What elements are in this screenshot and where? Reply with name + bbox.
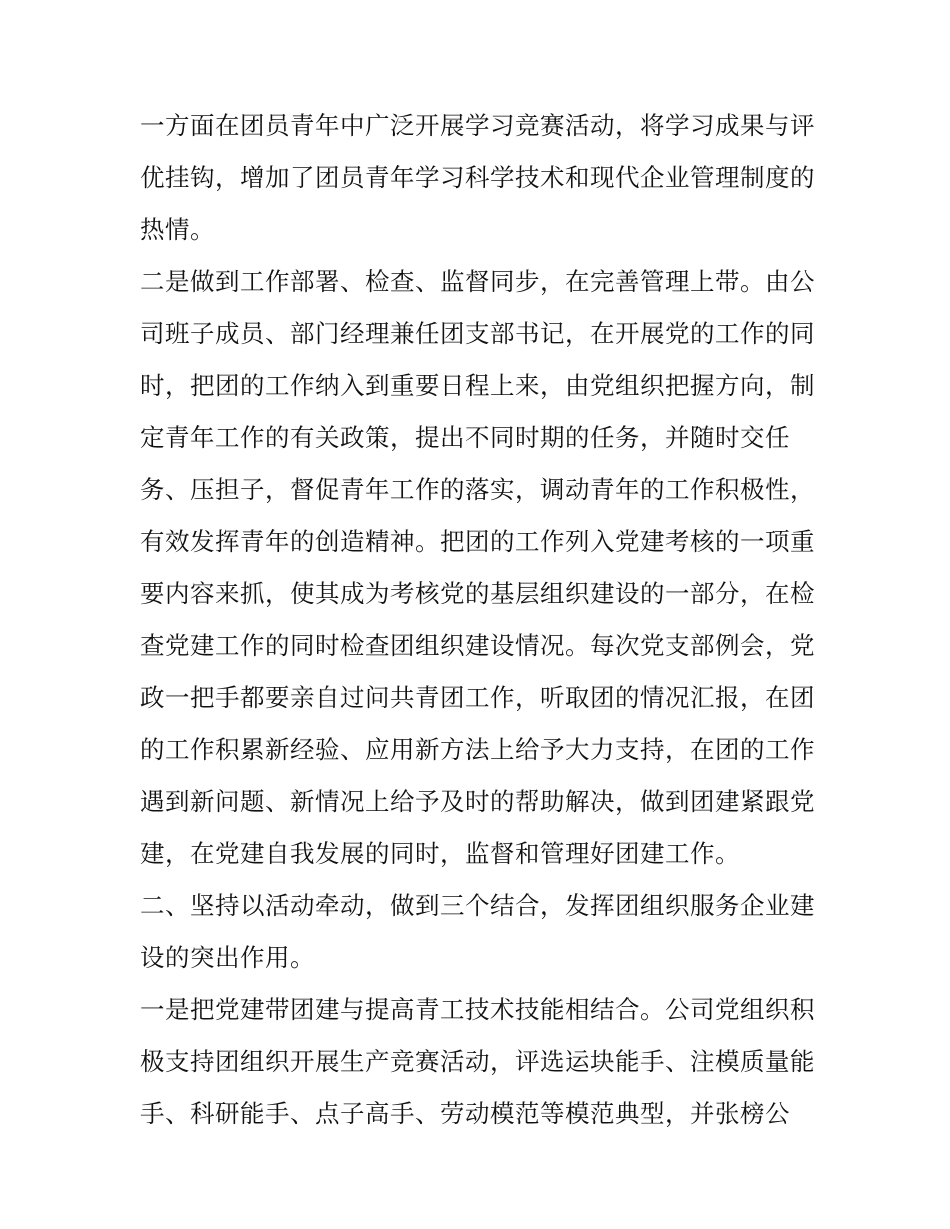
text-line: 司班子成员、部门经理兼任团支部书记，在开展党的工作的同	[140, 319, 815, 348]
text-line: 二是做到工作部署、检查、监督同步，在完善管理上带。由公	[140, 267, 815, 296]
text-line: 有效发挥青年的创造精神。把团的工作列入党建考核的一项重	[140, 527, 815, 556]
text-line: 热情。	[140, 215, 215, 244]
text-line: 时，把团的工作纳入到重要日程上来，由党组织把握方向，制	[140, 371, 815, 400]
text-line: 一方面在团员青年中广泛开展学习竞赛活动，将学习成果与评	[140, 111, 815, 140]
text-line: 定青年工作的有关政策，提出不同时期的任务，并随时交任	[140, 423, 790, 452]
text-line: 手、科研能手、点子高手、劳动模范等模范典型，并张榜公	[140, 1099, 790, 1128]
text-line: 要内容来抓，使其成为考核党的基层组织建设的一部分，在检	[140, 579, 815, 608]
text-line: 遇到新问题、新情况上给予及时的帮助解决，做到团建紧跟党	[140, 787, 815, 816]
document-body	[140, 100, 820, 1140]
text-line: 一是把党建带团建与提高青工技术技能相结合。公司党组织积	[140, 995, 815, 1024]
text-line: 优挂钩，增加了团员青年学习科学技术和现代企业管理制度的	[140, 163, 815, 192]
text-line: 的工作积累新经验、应用新方法上给予大力支持，在团的工作	[140, 735, 815, 764]
text-line: 建，在党建自我发展的同时，监督和管理好团建工作。	[140, 839, 740, 868]
text-line: 设的突出作用。	[140, 943, 315, 972]
text-line: 查党建工作的同时检查团组织建设情况。每次党支部例会，党	[140, 631, 815, 660]
text-line: 二、坚持以活动牵动，做到三个结合，发挥团组织服务企业建	[140, 891, 815, 920]
text-line: 务、压担子，督促青年工作的落实，调动青年的工作积极性，	[140, 475, 815, 504]
text-line: 极支持团组织开展生产竞赛活动，评选运块能手、注模质量能	[140, 1047, 815, 1076]
text-line: 政一把手都要亲自过问共青团工作，听取团的情况汇报，在团	[140, 683, 815, 712]
